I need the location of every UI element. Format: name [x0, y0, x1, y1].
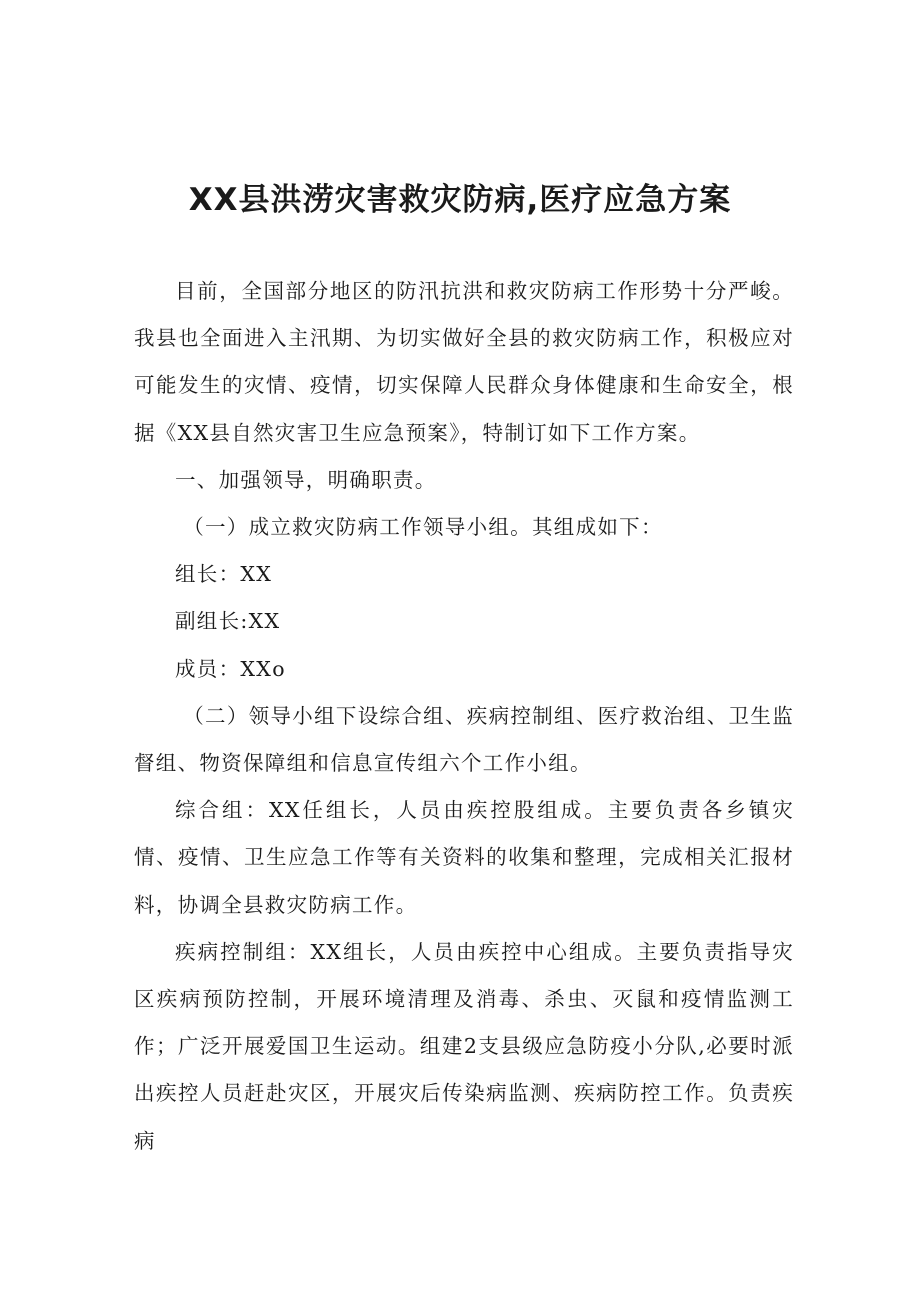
paragraph-intro: 目前，全国部分地区的防汛抗洪和救灾防病工作形势十分严峻。我县也全面进入主汛期、为切实做好全县的救灾防病工作，积极应对可能发生的灾情、疫情，切实保障人民群众身体健康和生命安全，根据《XX县自然灾害卫生应急预案》，特制订如下工作方案。: [134, 279, 794, 445]
paragraph-members: 成员：XXo: [175, 656, 286, 681]
paragraph-group-leader: 组长：XX: [175, 562, 273, 587]
paragraph-subsection-2: （二）领导小组下设综合组、疾病控制组、医疗救治组、卫生监督组、物资保障组和信息宣传组六个工作小组。: [134, 703, 794, 776]
paragraph-disease-control-group: 疾病控制组：XX组长，人员由疾控中心组成。主要负责指导灾区疾病预防控制，开展环境清理及消毒、杀虫、灭鼠和疫情监测工作；广泛开展爱国卫生运动。组建2支县级应急防疫小分队,必要时派出疾控人员赶赴灾区，开展灾后传染病监测、疾病防控工作。负责疾病: [134, 939, 794, 1153]
paragraph-general-group: 综合组：XX任组长，人员由疾控股组成。主要负责各乡镇灾情、疫情、卫生应急工作等有关资料的收集和整理，完成相关汇报材料，协调全县救灾防病工作。: [134, 798, 794, 917]
document-title: XX县洪涝灾害救灾防病,医疗应急方案: [188, 182, 732, 218]
paragraph-section-1-heading: 一、加强领导，明确职责。: [175, 467, 437, 492]
document-body: [134, 268, 794, 1165]
paragraph-subsection-1: （一）成立救灾防病工作领导小组。其组成如下：: [183, 515, 663, 540]
paragraph-deputy-leader: 副组长:XX: [175, 609, 281, 634]
